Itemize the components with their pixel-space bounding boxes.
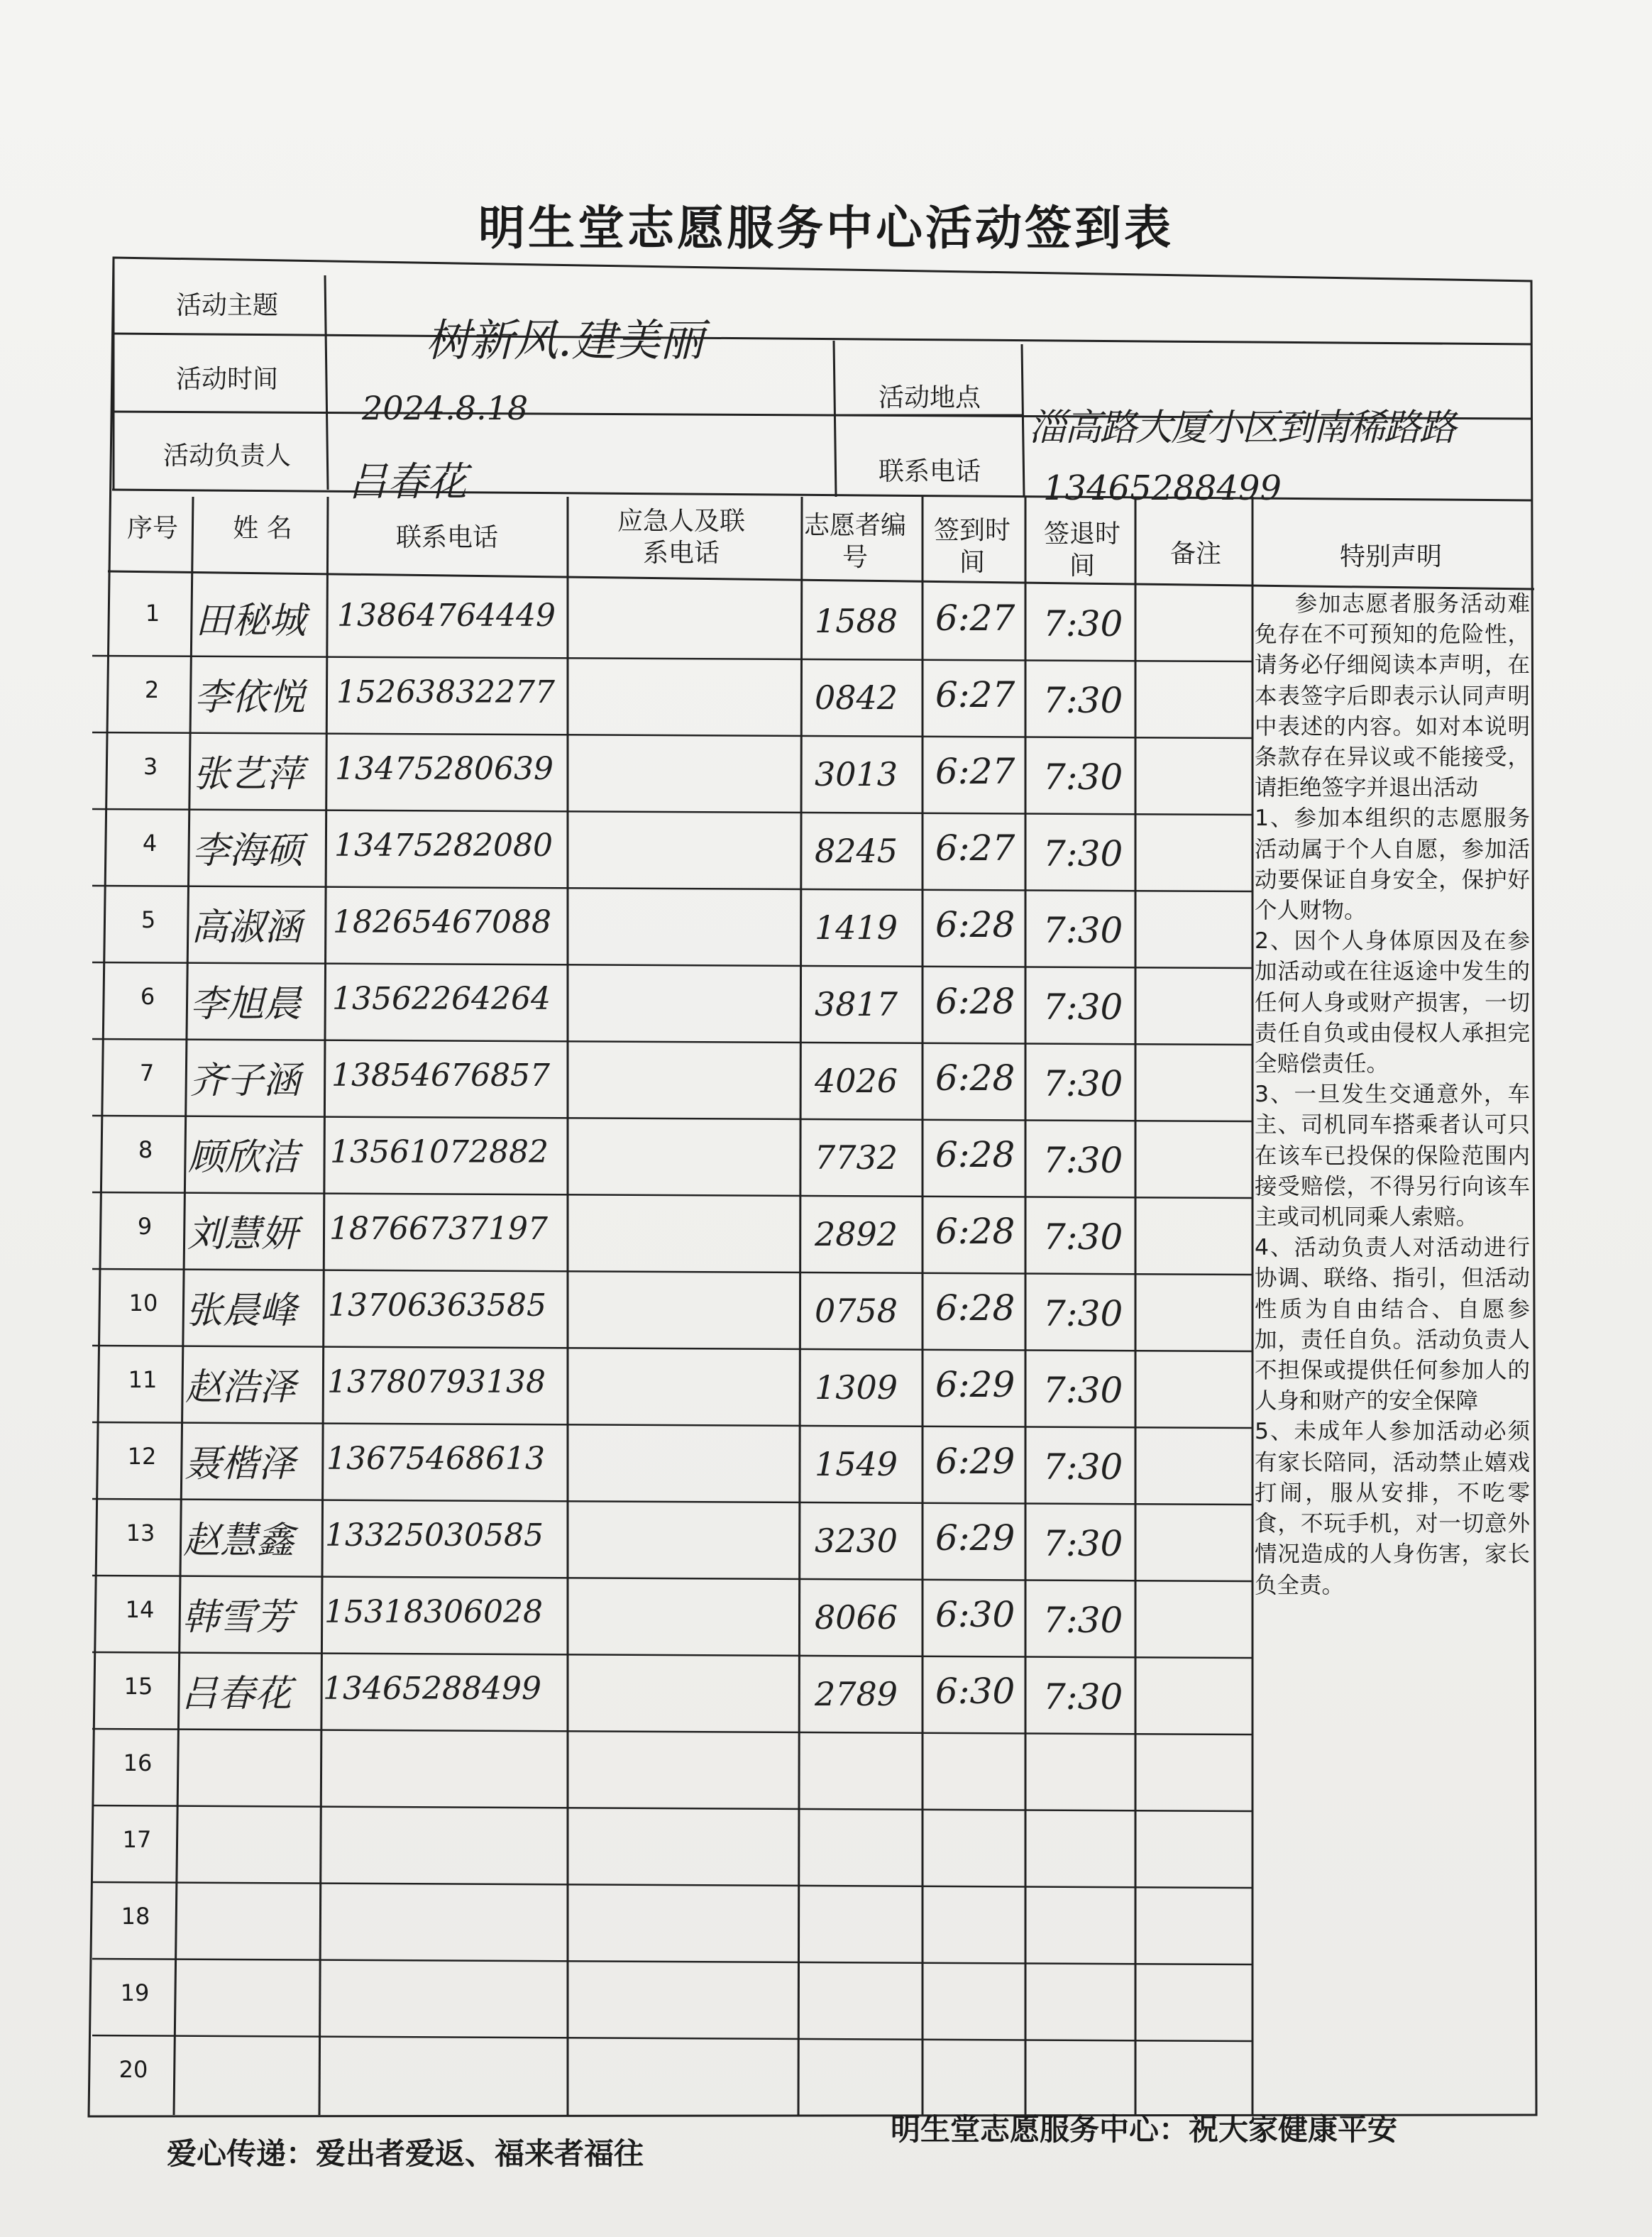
row-phone: 13475280639 xyxy=(335,751,554,787)
row-checkin-time: 6:29 xyxy=(935,1441,1015,1482)
row-number: 15 xyxy=(123,1673,153,1700)
row-number: 3 xyxy=(143,753,158,780)
row-volunteer-id: 8066 xyxy=(815,1598,898,1637)
col-header-phone: 联系电话 xyxy=(395,523,498,552)
row-volunteer-id: 1588 xyxy=(815,602,898,640)
row-number: 2 xyxy=(144,676,160,703)
col-header-vid: 志愿者编号 xyxy=(803,511,906,572)
theme-value: 树新风.建美丽 xyxy=(426,314,704,366)
row-phone: 15318306028 xyxy=(324,1594,543,1630)
row-number: 19 xyxy=(120,1979,150,2006)
row-volunteer-id: 2789 xyxy=(815,1675,898,1713)
row-phone: 13864764449 xyxy=(337,598,556,634)
row-volunteer-id: 7732 xyxy=(815,1138,898,1177)
row-checkin-time: 6:27 xyxy=(935,674,1015,715)
row-name: 田秘城 xyxy=(195,600,307,642)
col-header-declaration: 特别声明 xyxy=(1339,542,1442,571)
row-name: 高淑涵 xyxy=(191,906,302,949)
row-number: 18 xyxy=(121,1903,150,1930)
row-checkin-time: 6:28 xyxy=(935,1134,1015,1175)
col-header-emergency: 应急人及联系电话 xyxy=(617,507,745,568)
row-volunteer-id: 0842 xyxy=(815,678,898,717)
row-name: 吕春花 xyxy=(181,1673,292,1715)
row-checkin-time: 6:28 xyxy=(935,981,1015,1022)
row-phone: 13706363585 xyxy=(328,1287,546,1324)
row-number: 10 xyxy=(128,1290,158,1317)
theme-label: 活动主题 xyxy=(175,291,278,320)
row-checkout-time: 7:30 xyxy=(1043,910,1123,951)
phone-label: 联系电话 xyxy=(878,457,981,486)
row-name: 赵慧鑫 xyxy=(183,1519,294,1562)
row-name: 张晨峰 xyxy=(186,1290,297,1332)
row-number: 4 xyxy=(142,830,158,857)
row-checkin-time: 6:27 xyxy=(935,751,1015,792)
row-checkout-time: 7:30 xyxy=(1043,1216,1123,1258)
page-title: 明生堂志愿服务中心活动签到表 xyxy=(478,201,1174,255)
row-number: 5 xyxy=(141,906,156,933)
declaration-item-4: 4、活动负责人对活动进行协调、联络、指引，但活动性质为自由结合、自愿参加，责任自负。活动负责人不担保或提供任何参加人的人身和财产的安全保障 xyxy=(1255,1235,1530,1414)
row-checkout-time: 7:30 xyxy=(1043,833,1123,874)
row-checkin-time: 6:29 xyxy=(935,1364,1015,1405)
row-checkout-time: 7:30 xyxy=(1043,603,1123,644)
row-number: 13 xyxy=(126,1519,155,1546)
row-phone: 15263832277 xyxy=(336,674,555,710)
declaration-item-5: 5、未成年人参加活动必须有家长陪同，活动禁止嬉戏打闹，服从安排，不吃零食，不玩手机，对一切意外情况造成的人身伤害，家长负全责。 xyxy=(1255,1419,1530,1598)
row-volunteer-id: 4026 xyxy=(815,1062,898,1100)
col-header-checkout: 签退时间 xyxy=(1043,520,1120,581)
row-checkin-time: 6:29 xyxy=(935,1517,1015,1559)
time-value: 2024.8.18 xyxy=(362,389,529,427)
declaration-item-3: 3、一旦发生交通意外，车主、司机同车搭乘者认可只在该车已投保的保险范围内接受赔偿，不得另行向该车主或司机同乘人索赔。 xyxy=(1255,1082,1530,1231)
footer-slogan: 爱心传递：爱出者爱返、福来者福往 xyxy=(167,2136,644,2171)
row-phone: 13675468613 xyxy=(326,1441,545,1477)
row-checkout-time: 7:30 xyxy=(1043,986,1123,1028)
row-phone: 13561072882 xyxy=(330,1134,549,1170)
row-name: 刘慧妍 xyxy=(187,1213,299,1255)
row-volunteer-id: 2892 xyxy=(815,1215,898,1253)
row-checkin-time: 6:30 xyxy=(935,1594,1015,1635)
leader-value: 吕春花 xyxy=(348,459,467,505)
row-phone: 13562264264 xyxy=(332,981,551,1017)
row-checkin-time: 6:27 xyxy=(935,828,1015,869)
row-volunteer-id: 0758 xyxy=(815,1292,898,1330)
special-declaration xyxy=(1255,589,1530,1601)
col-header-no: 序号 xyxy=(126,514,178,543)
row-number: 20 xyxy=(119,2056,148,2083)
col-header-remark: 备注 xyxy=(1169,539,1221,568)
row-name: 齐子涵 xyxy=(189,1060,301,1102)
row-phone: 13854676857 xyxy=(331,1057,550,1094)
row-checkout-time: 7:30 xyxy=(1043,1446,1123,1488)
row-volunteer-id: 1309 xyxy=(815,1368,898,1407)
row-number: 7 xyxy=(139,1060,155,1087)
row-checkout-time: 7:30 xyxy=(1043,757,1123,798)
row-number: 16 xyxy=(123,1749,153,1776)
row-name: 李旭晨 xyxy=(190,983,302,1026)
row-number: 8 xyxy=(138,1136,153,1163)
phone-value: 13465288499 xyxy=(1043,468,1282,508)
row-checkout-time: 7:30 xyxy=(1043,1600,1123,1641)
footer-blessing: 明生堂志愿服务中心：祝大家健康平安 xyxy=(891,2112,1398,2147)
row-checkin-time: 6:28 xyxy=(935,904,1015,945)
row-checkin-time: 6:28 xyxy=(935,1287,1015,1329)
row-checkout-time: 7:30 xyxy=(1043,1063,1123,1104)
row-checkout-time: 7:30 xyxy=(1043,1676,1123,1717)
row-volunteer-id: 3817 xyxy=(815,985,898,1023)
row-number: 17 xyxy=(122,1826,152,1853)
row-phone: 18265467088 xyxy=(333,904,551,940)
row-volunteer-id: 1549 xyxy=(815,1445,898,1483)
time-label: 活动时间 xyxy=(175,365,278,394)
row-volunteer-id: 8245 xyxy=(815,832,898,870)
row-phone: 13325030585 xyxy=(325,1517,544,1554)
row-name: 赵浩泽 xyxy=(185,1366,297,1409)
row-number: 1 xyxy=(145,600,160,627)
row-checkin-time: 6:30 xyxy=(935,1671,1015,1712)
row-volunteer-id: 3013 xyxy=(815,755,898,793)
row-name: 韩雪芳 xyxy=(182,1596,294,1639)
row-phone: 13780793138 xyxy=(327,1364,546,1400)
row-number: 6 xyxy=(140,983,155,1010)
row-name: 聂楷泽 xyxy=(185,1443,296,1485)
row-name: 李依悦 xyxy=(194,676,306,719)
declaration-intro: 参加志愿者服务活动难免存在不可预知的危险性，请务必仔细阅读本声明，在本表签字后即表示认同声明中表述的内容。如对本说明条款存在异议或不能接受，请拒绝签字并退出活动 xyxy=(1255,591,1530,801)
row-checkin-time: 6:28 xyxy=(935,1057,1015,1099)
row-name: 李海硕 xyxy=(192,830,304,872)
place-label: 活动地点 xyxy=(878,383,981,412)
declaration-item-2: 2、因个人身体原因及在参加活动或在往返途中发生的任何人身或财产损害，一切责任自负或由侵权人承担完全赔偿责任。 xyxy=(1255,928,1530,1077)
row-phone: 18766737197 xyxy=(329,1211,548,1247)
place-value: 淄高路大厦小区到南稀路路 xyxy=(1029,407,1455,449)
row-number: 14 xyxy=(125,1596,155,1623)
row-name: 顾欣洁 xyxy=(188,1136,299,1179)
row-checkin-time: 6:27 xyxy=(935,598,1015,639)
row-checkout-time: 7:30 xyxy=(1043,1140,1123,1181)
row-phone: 13465288499 xyxy=(323,1671,541,1707)
row-number: 12 xyxy=(127,1443,157,1470)
row-checkin-time: 6:28 xyxy=(935,1211,1015,1252)
row-volunteer-id: 1419 xyxy=(815,908,898,947)
col-header-name: 姓 名 xyxy=(233,514,292,543)
row-name: 张艺萍 xyxy=(193,753,304,796)
row-volunteer-id: 3230 xyxy=(815,1522,898,1560)
row-phone: 13475282080 xyxy=(334,828,553,864)
leader-label: 活动负责人 xyxy=(163,441,291,471)
row-checkout-time: 7:30 xyxy=(1043,680,1123,721)
row-checkout-time: 7:30 xyxy=(1043,1293,1123,1334)
col-header-checkin: 签到时间 xyxy=(933,516,1011,577)
row-number: 11 xyxy=(128,1366,158,1393)
row-checkout-time: 7:30 xyxy=(1043,1370,1123,1411)
row-number: 9 xyxy=(137,1213,153,1240)
declaration-item-1: 1、参加本组织的志愿服务活动属于个人自愿，参加活动要保证自身安全，保护好个人财物。 xyxy=(1255,806,1530,924)
row-checkout-time: 7:30 xyxy=(1043,1523,1123,1564)
